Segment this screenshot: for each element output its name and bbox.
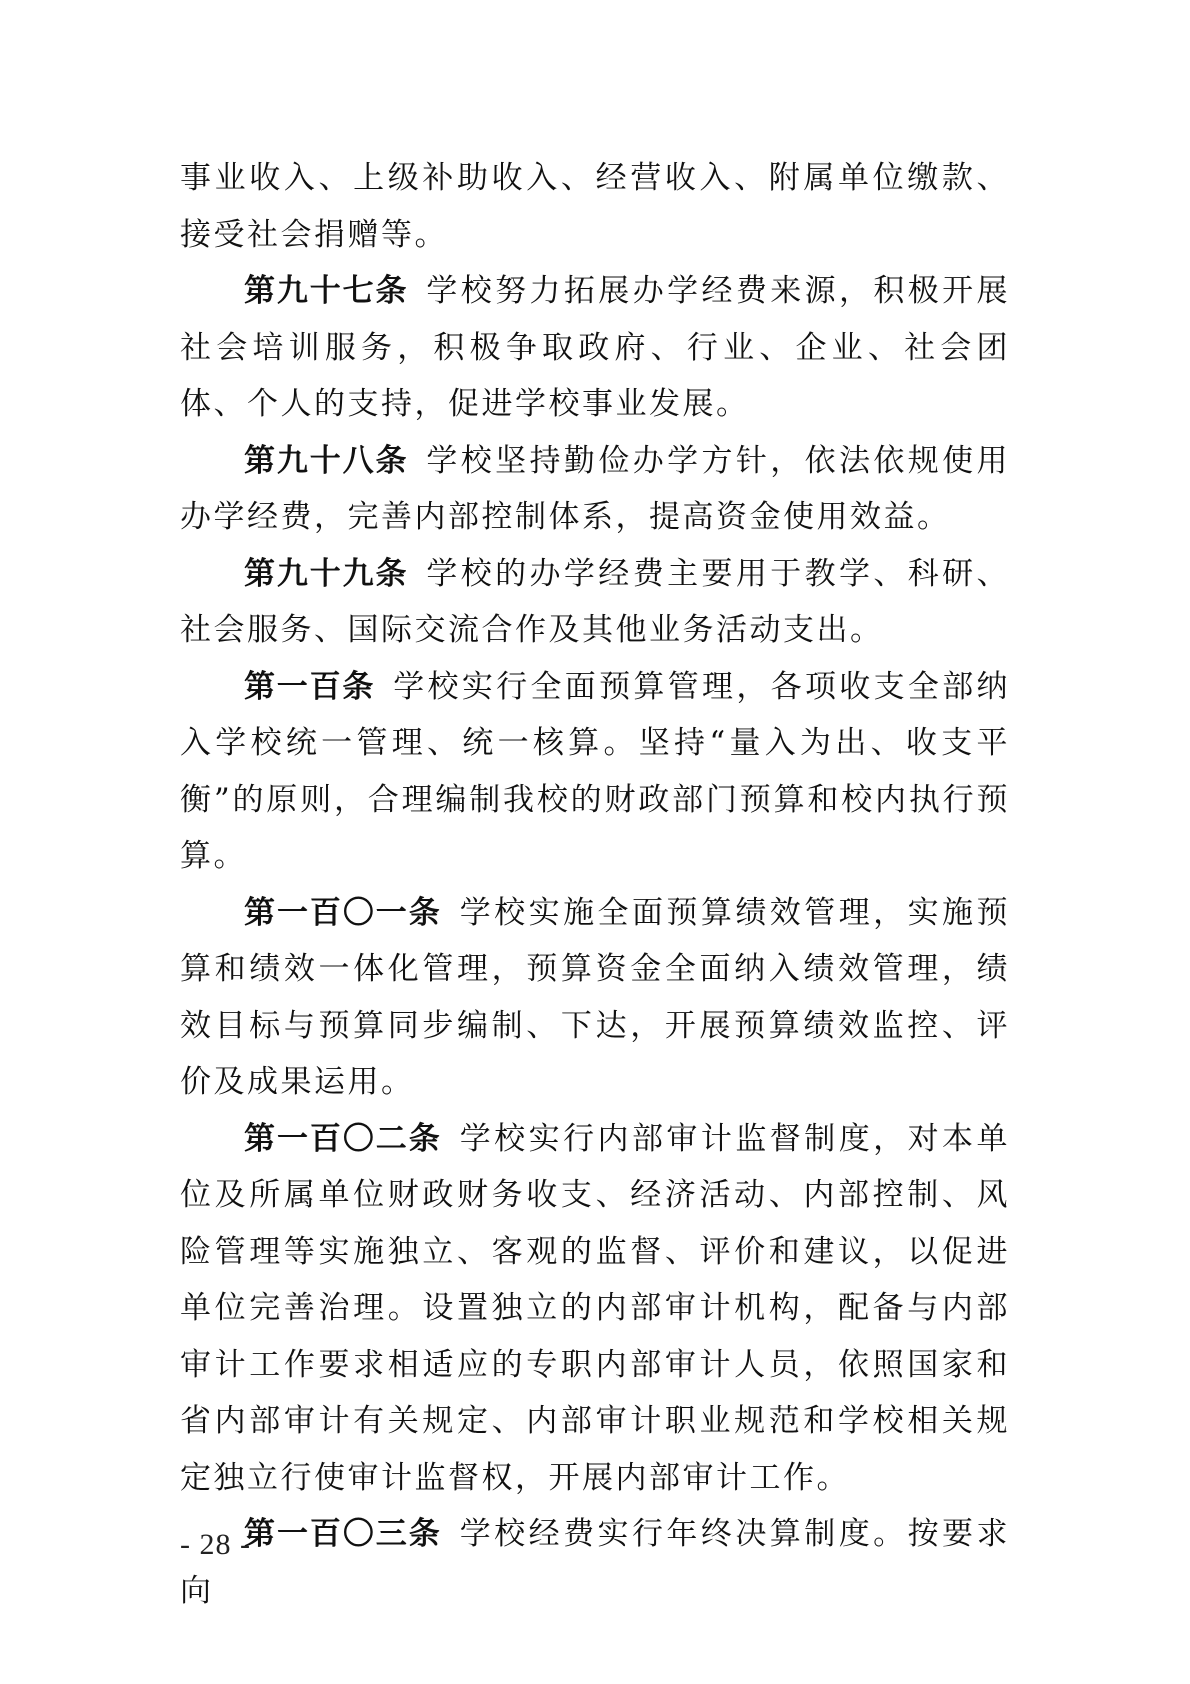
- article-body: 学校经费实行年终决算制度。按要求向: [180, 1516, 1011, 1609]
- article-title: 第一百〇二条: [244, 1120, 442, 1157]
- article-body: 学校的办学经费主要用于教学、科研、社会服务、国际交流合作及其他业务活动支出。: [180, 555, 1010, 648]
- article-title: 第九十九条: [244, 555, 409, 592]
- article-97: [180, 263, 1010, 433]
- article-100: [180, 659, 1010, 885]
- article-title: 第一百〇三条: [244, 1516, 442, 1552]
- article-101: [180, 885, 1010, 1111]
- article-body: 学校实行全面预算管理，各项收支全部纳入学校统一管理、统一核算。坚持“量入为出、收支平衡”的原则，合理编制我校的财政部门预算和校内执行预算。: [180, 668, 1011, 874]
- article-body: 学校实施全面预算绩效管理，实施预算和绩效一体化管理，预算资金全面纳入绩效管理，绩效目标与预算同步编制、下达，开展预算绩效监控、评价及成果运用。: [180, 894, 1011, 1100]
- article-title: 第九十七条: [244, 273, 409, 309]
- article-body: 学校努力拓展办学经费来源，积极开展社会培训服务，积极争取政府、行业、企业、社会团体、个人的支持，促进学校事业发展。: [180, 273, 1010, 422]
- article-title: 第九十八条: [244, 442, 409, 479]
- article-99: [180, 546, 1010, 659]
- document-body: [180, 150, 1010, 1619]
- intro-paragraph: 事业收入、上级补助收入、经营收入、附属单位缴款、接受社会捐赠等。: [180, 160, 1010, 253]
- article-title: 第一百〇一条: [244, 894, 442, 931]
- article-103: [180, 1506, 1010, 1619]
- article-body: 学校实行内部审计监督制度，对本单位及所属单位财政财务收支、经济活动、内部控制、风险管理等实施独立、客观的监督、评价和建议，以促进单位完善治理。设置独立的内部审计机构，配备与内部审计工作要求相适应的专职内部审计人员，依照国家和省内部审计有关规定、内部审计职业规范和学校相关规定独立行使审计监督权，开展内部审计工作。: [180, 1120, 1011, 1496]
- article-body: 学校坚持勤俭办学方针，依法依规使用办学经费，完善内部控制体系，提高资金使用效益。: [180, 442, 1010, 535]
- article-title: 第一百条: [244, 668, 376, 705]
- page-number: - 28 -: [180, 1528, 251, 1561]
- article-102: [180, 1111, 1010, 1507]
- article-98: [180, 433, 1010, 546]
